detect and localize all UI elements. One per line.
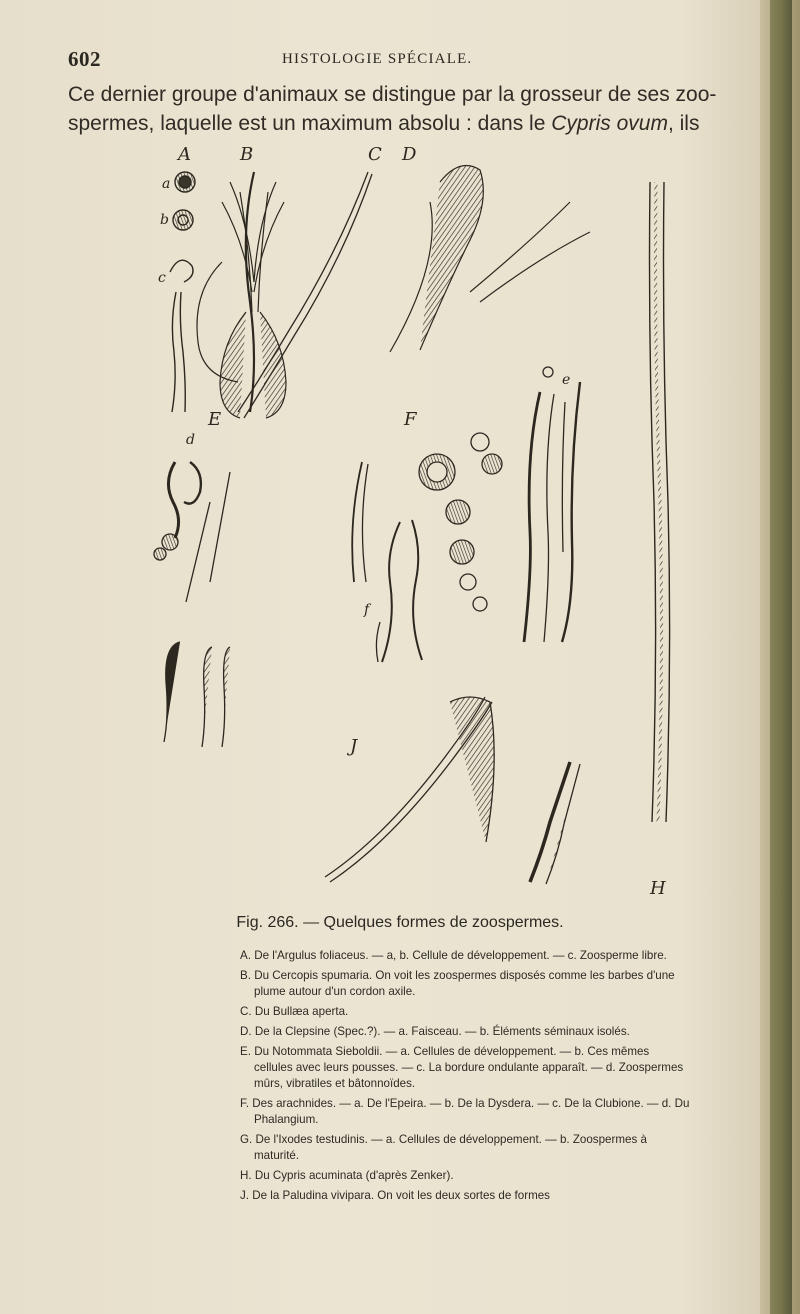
intro-line-2 — [68, 109, 748, 138]
label-A: A — [178, 144, 191, 165]
legend-key: A. — [240, 949, 251, 962]
legend-key: F. — [240, 1097, 250, 1110]
specimen-D-clepsine — [390, 166, 590, 352]
specimen-E-notommata — [154, 462, 230, 747]
label-c: c — [158, 270, 166, 286]
legend-text: Du Bullæa aperta. — [254, 1005, 349, 1018]
legend-text: Du Cypris acuminata (d'après Zenker). — [254, 1169, 454, 1182]
legend-entry-A — [240, 948, 690, 964]
label-C: C — [368, 144, 382, 165]
legend-text: Du Notommata Sieboldii. — a. Cellules de développement. — b. Ces mêmes cellules avec leurs pousses. — c. La bordure ondulante apparaît. — d. Zoospermes mûrs, vibratiles et bâtonnoïdes. — [254, 1045, 684, 1090]
specimen-B-cercopis — [197, 172, 286, 418]
legend-entry-B — [240, 968, 690, 1000]
intro-line-2-prefix: spermes, laquelle est un maximum absolu : dans le — [68, 112, 552, 135]
legend-text: De la Clepsine (Spec.?). — a. Faisceau. — b. Éléments séminaux isolés. — [254, 1025, 630, 1038]
page-number: 602 — [68, 47, 101, 71]
legend-entry-F — [240, 1096, 690, 1128]
legend-entry-C — [240, 1004, 690, 1020]
intro-line-1: Ce dernier groupe d'animaux se distingue par la grosseur de ses zoo- — [68, 83, 717, 106]
label-B: B — [240, 144, 254, 165]
legend-text: De l'Ixodes testudinis. — a. Cellules de développement. — b. Zoospermes à maturité. — [254, 1133, 647, 1162]
zoosperm-figure-266 — [150, 142, 695, 902]
label-J: J — [350, 736, 358, 757]
label-E: E — [208, 409, 222, 430]
legend-key: G. — [240, 1133, 253, 1146]
intro-line-2-suffix: , ils — [667, 112, 700, 135]
running-head: HISTOLOGIE SPÉCIALE. — [282, 51, 473, 67]
legend-text: Du Cercopis spumaria. On voit les zoospermes disposés comme les barbes d'une plume autour d'un cordon axile. — [254, 969, 675, 998]
legend-text: De la Paludina vivipara. On voit les deux sortes de formes — [252, 1189, 550, 1202]
label-d: d — [186, 432, 195, 448]
label-F: F — [404, 409, 417, 430]
legend-key: B. — [240, 969, 251, 982]
legend-entry-D — [240, 1024, 690, 1040]
label-H: H — [650, 878, 666, 899]
label-b: b — [160, 212, 169, 228]
figure-caption-title: Fig. 266. — Quelques formes de zoospermes. — [236, 914, 564, 931]
label-a: a — [162, 176, 171, 192]
intro-paragraph — [68, 80, 748, 138]
label-e: e — [562, 372, 571, 388]
specimen-H-cypris — [650, 182, 670, 822]
legend-entry-H — [240, 1168, 690, 1184]
legend-entry-E — [240, 1044, 690, 1092]
specimen-F-arachnids — [352, 433, 502, 662]
page-header — [68, 45, 748, 75]
legend-key: C. — [240, 1005, 252, 1018]
specimen-J-paludina — [325, 697, 580, 884]
intro-species-name: Cypris ovum — [551, 112, 668, 135]
specimen-G-ixodes — [524, 367, 580, 642]
legend-key: E. — [240, 1045, 251, 1058]
legend-text: Des arachnides. — a. De l'Epeira. — b. De la Dysdera. — c. De la Clubione. — d. Du Phalangium. — [252, 1097, 690, 1126]
book-spine-shadow — [770, 0, 792, 1314]
label-f: f — [364, 602, 370, 618]
legend-text: De l'Argulus foliaceus. — a, b. Cellule de développement. — c. Zoosperme libre. — [254, 949, 667, 962]
legend-entry-J — [240, 1188, 690, 1204]
legend-key: J. — [240, 1189, 250, 1202]
legend-key: H. — [240, 1169, 252, 1182]
label-D: D — [402, 144, 417, 165]
legend-entry-G — [240, 1132, 690, 1164]
specimen-A-argulus — [170, 172, 195, 412]
figure-legend — [240, 948, 690, 1208]
legend-key: D. — [240, 1025, 252, 1038]
